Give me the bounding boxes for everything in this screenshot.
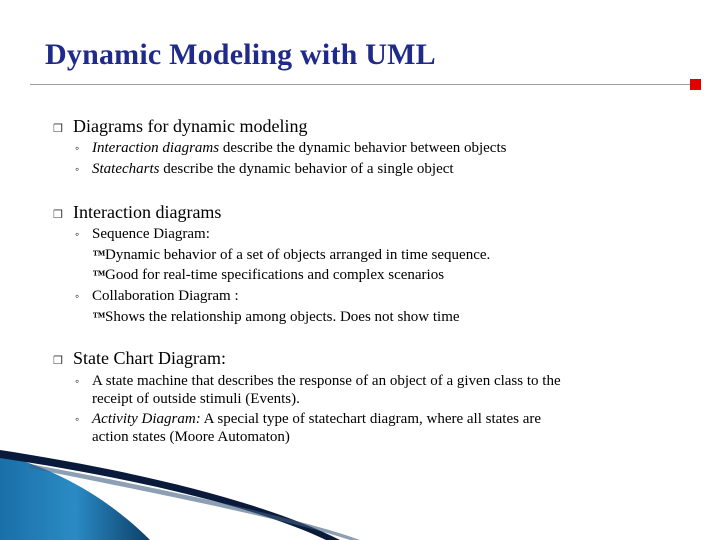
bullet-icon: ❒ [53, 355, 63, 367]
section-heading-state-chart: State Chart Diagram: [73, 348, 226, 368]
tm-bullet-icon: ™ [92, 247, 105, 262]
ring-bullet-icon: ◦ [75, 374, 80, 388]
list-item-state-machine: ◦ A state machine that describes the response of an object of a given class to the receipt of outside stimuli (Events). [75, 373, 561, 407]
list-item-interaction-diagrams: ◦ Interaction diagrams describe the dynamic behavior between objects [75, 140, 507, 156]
list-item-sequence-diagram: ◦ Sequence Diagram: [75, 226, 210, 242]
bullet-icon: ❒ [53, 209, 63, 221]
ring-bullet-icon: ◦ [75, 289, 80, 303]
title-divider-accent [690, 79, 701, 90]
ring-bullet-icon: ◦ [75, 162, 80, 176]
decorative-swoosh [0, 440, 720, 540]
list-item-collaboration-diagram: ◦ Collaboration Diagram : [75, 288, 239, 304]
slide-title: Dynamic Modeling with UML [45, 38, 436, 71]
section-heading-diagrams: Diagrams for dynamic modeling [73, 116, 308, 136]
list-item-shows-relationship: ™Shows the relationship among objects. Does not show time [92, 309, 460, 325]
title-divider [30, 84, 690, 85]
list-item-statecharts: ◦ Statecharts describe the dynamic behavior of a single object [75, 161, 454, 177]
list-item-activity-diagram: ◦ Activity Diagram: A special type of statechart diagram, where all states are action states (Moore Automaton) [75, 411, 542, 445]
tm-bullet-icon: ™ [92, 267, 105, 282]
ring-bullet-icon: ◦ [75, 141, 80, 155]
section-heading-interaction: Interaction diagrams [73, 202, 222, 222]
tm-bullet-icon: ™ [92, 309, 105, 324]
list-item-dynamic-behavior: ™Dynamic behavior of a set of objects arranged in time sequence. [92, 247, 491, 263]
ring-bullet-icon: ◦ [75, 227, 80, 241]
bullet-icon: ❒ [53, 123, 63, 135]
list-item-good-for-realtime: ™Good for real-time specifications and complex scenarios [92, 267, 445, 283]
ring-bullet-icon: ◦ [75, 412, 80, 426]
